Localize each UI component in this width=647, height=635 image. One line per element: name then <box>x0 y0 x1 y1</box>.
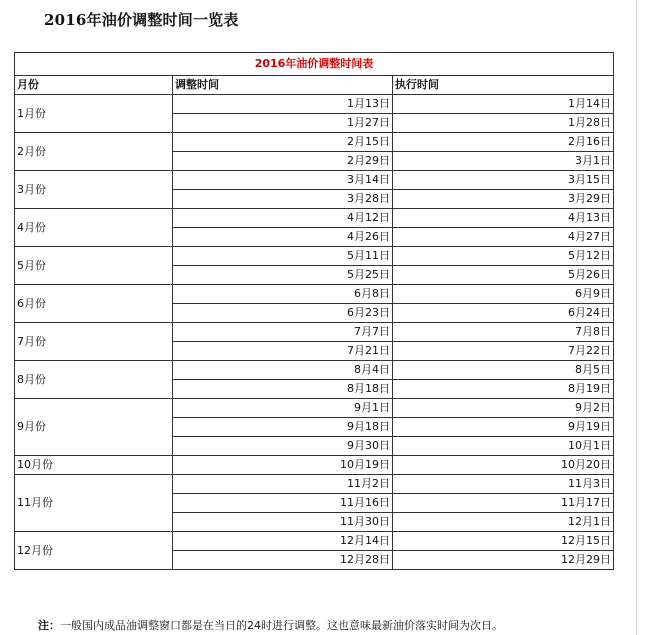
month-cell: 8月份 <box>15 361 173 399</box>
adjust-date-cell: 6月8日 <box>173 285 393 304</box>
adjust-date-cell: 1月13日 <box>173 95 393 114</box>
adjust-date-cell: 8月18日 <box>173 380 393 399</box>
adjust-date-cell: 6月23日 <box>173 304 393 323</box>
adjust-date-cell: 11月2日 <box>173 475 393 494</box>
adjust-date-cell: 4月26日 <box>173 228 393 247</box>
header-adjust-time: 调整时间 <box>173 76 393 95</box>
adjust-date-cell: 11月16日 <box>173 494 393 513</box>
effective-date-cell: 9月19日 <box>393 418 614 437</box>
table-row <box>15 95 614 114</box>
effective-date-cell: 7月22日 <box>393 342 614 361</box>
effective-date-cell: 3月15日 <box>393 171 614 190</box>
adjust-date-cell: 10月19日 <box>173 456 393 475</box>
footnote-text: 一般国内成品油调整窗口都是在当日的24时进行调整。这也意味最新油价落实时间为次日。 <box>60 619 503 632</box>
effective-date-cell: 6月9日 <box>393 285 614 304</box>
effective-date-cell: 1月14日 <box>393 95 614 114</box>
effective-date-cell: 3月29日 <box>393 190 614 209</box>
adjust-date-cell: 4月12日 <box>173 209 393 228</box>
adjust-date-cell: 2月29日 <box>173 152 393 171</box>
table-row <box>15 247 614 266</box>
month-cell: 4月份 <box>15 209 173 247</box>
effective-date-cell: 2月16日 <box>393 133 614 152</box>
effective-date-cell: 7月8日 <box>393 323 614 342</box>
adjust-date-cell: 11月30日 <box>173 513 393 532</box>
page-edge-rule <box>636 0 637 635</box>
adjust-date-cell: 3月28日 <box>173 190 393 209</box>
effective-date-cell: 12月15日 <box>393 532 614 551</box>
oil-price-schedule-table <box>14 52 614 570</box>
effective-date-cell: 9月2日 <box>393 399 614 418</box>
effective-date-cell: 11月17日 <box>393 494 614 513</box>
month-cell: 6月份 <box>15 285 173 323</box>
adjust-date-cell: 7月21日 <box>173 342 393 361</box>
adjust-date-cell: 9月1日 <box>173 399 393 418</box>
month-cell: 11月份 <box>15 475 173 532</box>
month-cell: 9月份 <box>15 399 173 456</box>
table-row <box>15 209 614 228</box>
footnote-label: 注： <box>38 619 60 632</box>
table-row <box>15 456 614 475</box>
month-cell: 10月份 <box>15 456 173 475</box>
header-effective-time: 执行时间 <box>393 76 614 95</box>
effective-date-cell: 11月3日 <box>393 475 614 494</box>
effective-date-cell: 12月1日 <box>393 513 614 532</box>
table-row <box>15 285 614 304</box>
adjust-date-cell: 2月15日 <box>173 133 393 152</box>
month-cell: 1月份 <box>15 95 173 133</box>
adjust-date-cell: 12月14日 <box>173 532 393 551</box>
effective-date-cell: 3月1日 <box>393 152 614 171</box>
table-caption: 2016年油价调整时间表 <box>15 53 614 76</box>
table-row <box>15 475 614 494</box>
table-row <box>15 361 614 380</box>
month-cell: 7月份 <box>15 323 173 361</box>
adjust-date-cell: 12月28日 <box>173 551 393 570</box>
effective-date-cell: 4月27日 <box>393 228 614 247</box>
table-row <box>15 532 614 551</box>
table-row <box>15 133 614 152</box>
adjust-date-cell: 3月14日 <box>173 171 393 190</box>
month-cell: 2月份 <box>15 133 173 171</box>
table-row <box>15 399 614 418</box>
effective-date-cell: 12月29日 <box>393 551 614 570</box>
effective-date-cell: 5月12日 <box>393 247 614 266</box>
adjust-date-cell: 8月4日 <box>173 361 393 380</box>
effective-date-cell: 8月5日 <box>393 361 614 380</box>
month-cell: 12月份 <box>15 532 173 570</box>
adjust-date-cell: 7月7日 <box>173 323 393 342</box>
adjust-date-cell: 9月18日 <box>173 418 393 437</box>
effective-date-cell: 10月1日 <box>393 437 614 456</box>
caption-row <box>15 53 614 76</box>
effective-date-cell: 10月20日 <box>393 456 614 475</box>
adjust-date-cell: 9月30日 <box>173 437 393 456</box>
table-row <box>15 171 614 190</box>
footnote <box>38 617 503 633</box>
header-month: 月份 <box>15 76 173 95</box>
month-cell: 3月份 <box>15 171 173 209</box>
adjust-date-cell: 5月25日 <box>173 266 393 285</box>
effective-date-cell: 6月24日 <box>393 304 614 323</box>
effective-date-cell: 4月13日 <box>393 209 614 228</box>
page-title: 2016年油价调整时间一览表 <box>44 11 239 29</box>
effective-date-cell: 1月28日 <box>393 114 614 133</box>
effective-date-cell: 8月19日 <box>393 380 614 399</box>
table-row <box>15 323 614 342</box>
adjust-date-cell: 5月11日 <box>173 247 393 266</box>
effective-date-cell: 5月26日 <box>393 266 614 285</box>
adjust-date-cell: 1月27日 <box>173 114 393 133</box>
header-row <box>15 76 614 95</box>
month-cell: 5月份 <box>15 247 173 285</box>
